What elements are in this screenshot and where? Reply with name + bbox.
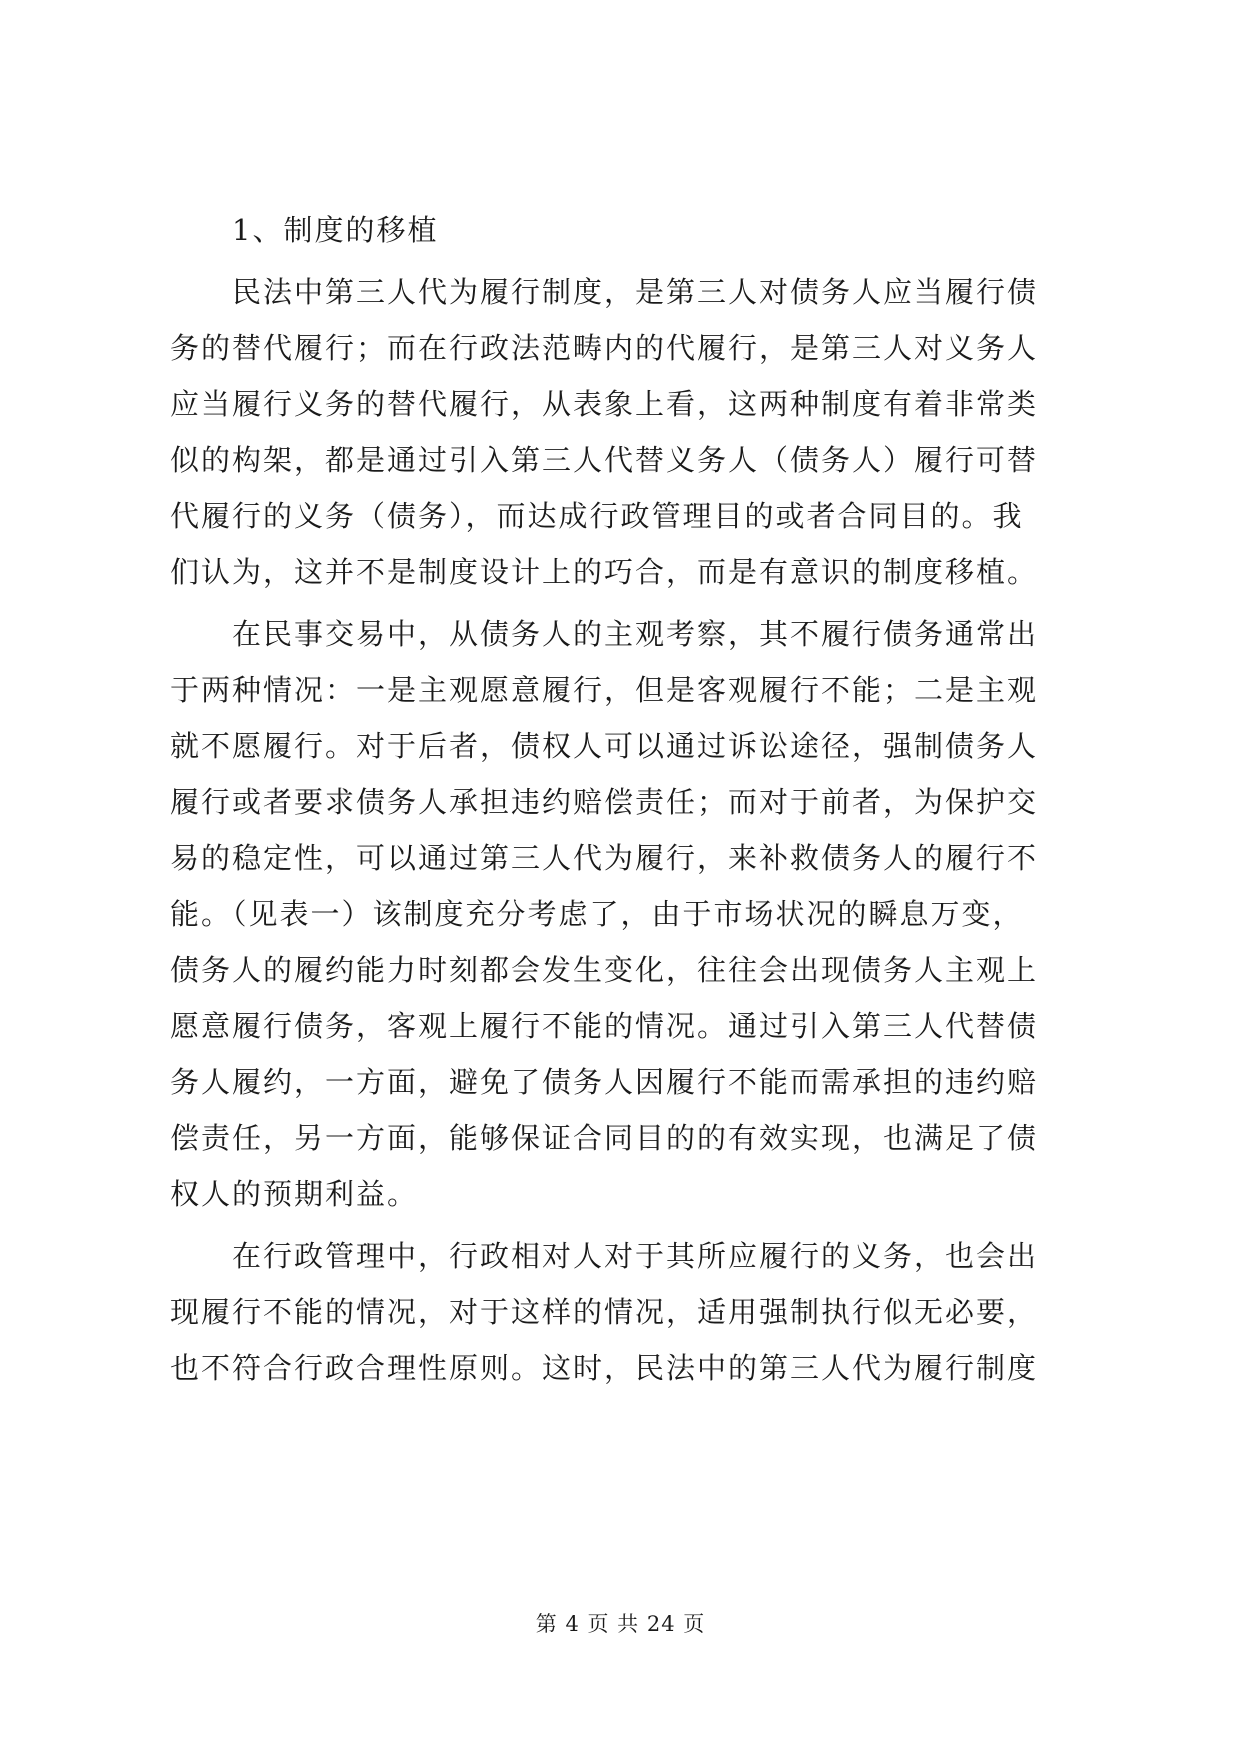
text-line: 易的稳定性，可以通过第三人代为履行，来补救债务人的履行不 — [170, 841, 1039, 875]
text-line: 偿责任，另一方面，能够保证合同目的的有效实现，也满足了债 — [170, 1121, 1039, 1155]
text-line: 应当履行义务的替代履行，从表象上看，这两种制度有着非常类 — [170, 387, 1039, 421]
text-line: 务的替代履行；而在行政法范畴内的代履行，是第三人对义务人 — [170, 331, 1039, 365]
text-line: 在民事交易中，从债务人的主观考察，其不履行债务通常出 — [232, 617, 1039, 651]
text-line: 在行政管理中，行政相对人对于其所应履行的义务，也会出 — [232, 1239, 1039, 1273]
text-line: 权人的预期利益。 — [170, 1177, 419, 1211]
text-line: 能。（见表一）该制度充分考虑了，由于市场状况的瞬息万变， — [170, 897, 1024, 931]
text-line: 愿意履行债务，客观上履行不能的情况。通过引入第三人代替债 — [170, 1009, 1039, 1043]
text-line: 民法中第三人代为履行制度，是第三人对债务人应当履行债 — [232, 275, 1039, 309]
text-line: 债务人的履约能力时刻都会发生变化，往往会出现债务人主观上 — [170, 953, 1039, 987]
text-line: 就不愿履行。对于后者，债权人可以通过诉讼途径，强制债务人 — [170, 729, 1039, 763]
text-line: 现履行不能的情况，对于这样的情况，适用强制执行似无必要， — [170, 1295, 1039, 1329]
text-line: 们认为，这并不是制度设计上的巧合，而是有意识的制度移植。 — [170, 555, 1039, 589]
text-line: 于两种情况：一是主观愿意履行，但是客观履行不能；二是主观 — [170, 673, 1039, 707]
text-line: 履行或者要求债务人承担违约赔偿责任；而对于前者，为保护交 — [170, 785, 1039, 819]
text-line: 代履行的义务（债务），而达成行政管理目的或者合同目的。我 — [170, 499, 1024, 533]
text-line: 务人履约，一方面，避免了债务人因履行不能而需承担的违约赔 — [170, 1065, 1039, 1099]
section-heading: 1、制度的移植 — [232, 213, 439, 247]
text-line: 似的构架，都是通过引入第三人代替义务人（债务人）履行可替 — [170, 443, 1039, 477]
text-line: 也不符合行政合理性原则。这时，民法中的第三人代为履行制度 — [170, 1351, 1039, 1385]
page-number-footer: 第 4 页 共 24 页 — [535, 1612, 706, 1636]
